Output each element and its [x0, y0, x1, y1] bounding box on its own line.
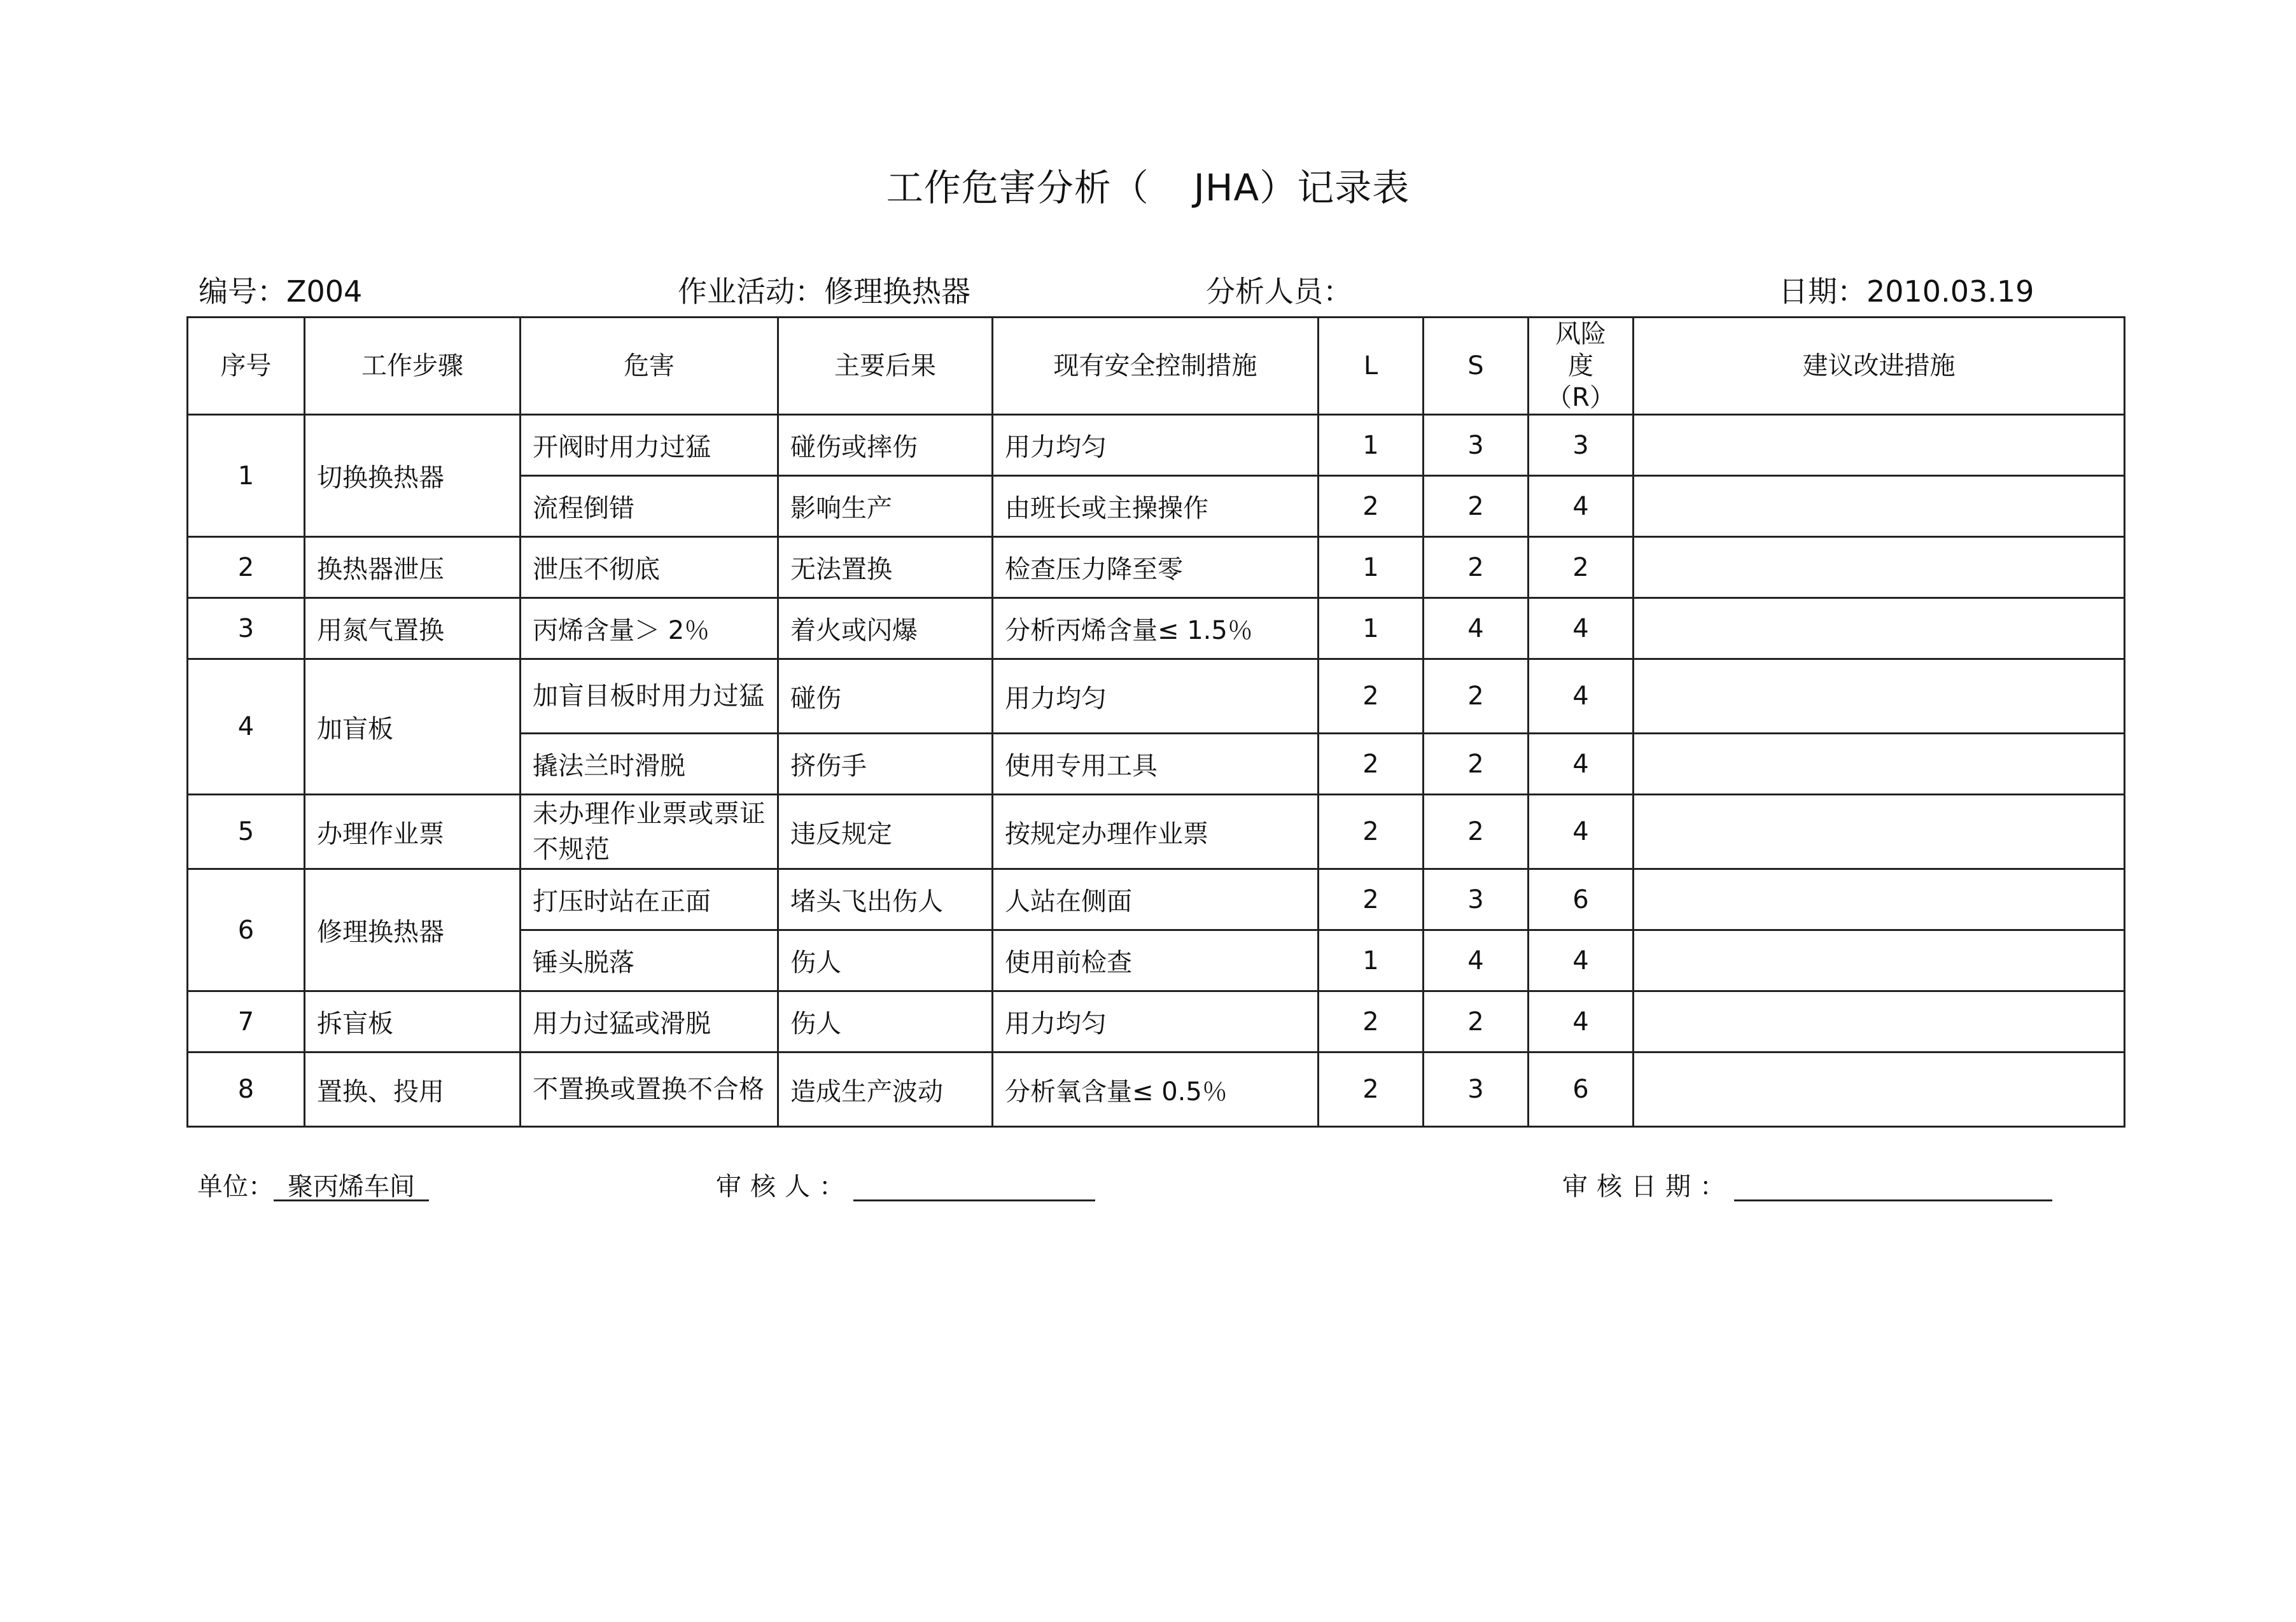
cell-seq: 2	[188, 537, 305, 598]
cell-l: 2	[1319, 476, 1424, 537]
cell-step: 置换、投用	[305, 1052, 521, 1127]
cell-consequence: 堵头飞出伤人	[778, 869, 993, 930]
cell-step: 用氮气置换	[305, 598, 521, 659]
cell-hazard: 锤头脱落	[521, 930, 778, 991]
cell-hazard: 未办理作业票或票证不规范	[521, 795, 778, 869]
cell-consequence: 着火或闪爆	[778, 598, 993, 659]
cell-l: 1	[1319, 598, 1424, 659]
cell-r: 4	[1529, 795, 1634, 869]
cell-s: 3	[1424, 1052, 1529, 1127]
table-row	[188, 795, 2125, 869]
record-number	[199, 272, 362, 311]
cell-s: 2	[1424, 537, 1529, 598]
cell-suggestion	[1634, 991, 2125, 1052]
header-risk-line2: 度（R）	[1546, 351, 1615, 412]
cell-hazard: 流程倒错	[521, 476, 778, 537]
cell-suggestion	[1634, 930, 2125, 991]
cell-suggestion	[1634, 598, 2125, 659]
cell-hazard: 打压时站在正面	[521, 869, 778, 930]
cell-consequence: 挤伤手	[778, 734, 993, 795]
cell-r: 4	[1529, 476, 1634, 537]
cell-l: 2	[1319, 734, 1424, 795]
header-control: 现有安全控制措施	[993, 318, 1319, 415]
record-number-label: 编号：	[199, 274, 286, 309]
cell-l: 1	[1319, 537, 1424, 598]
cell-seq: 8	[188, 1052, 305, 1127]
cell-s: 2	[1424, 991, 1529, 1052]
work-activity	[678, 272, 970, 311]
cell-s: 2	[1424, 476, 1529, 537]
cell-step: 修理换热器	[305, 869, 521, 991]
cell-seq: 3	[188, 598, 305, 659]
cell-r: 4	[1529, 598, 1634, 659]
cell-consequence: 无法置换	[778, 537, 993, 598]
header-suggestion: 建议改进措施	[1634, 318, 2125, 415]
cell-step: 办理作业票	[305, 795, 521, 869]
cell-l: 2	[1319, 795, 1424, 869]
table-row	[188, 1052, 2125, 1127]
cell-suggestion	[1634, 869, 2125, 930]
unit-value: 聚丙烯车间	[274, 1168, 429, 1201]
title-prefix: 工作危害分析（	[886, 166, 1149, 209]
page-title	[0, 162, 2296, 213]
analyst	[1206, 272, 1352, 311]
reviewer-value	[853, 1168, 1095, 1201]
cell-consequence: 造成生产波动	[778, 1052, 993, 1127]
cell-r: 3	[1529, 415, 1634, 476]
cell-l: 1	[1319, 415, 1424, 476]
cell-seq: 6	[188, 869, 305, 991]
cell-suggestion	[1634, 659, 2125, 734]
cell-control: 使用前检查	[993, 930, 1319, 991]
header-hazard: 危害	[521, 318, 778, 415]
cell-seq: 1	[188, 415, 305, 537]
work-activity-value: 修理换热器	[824, 274, 970, 309]
cell-control: 用力均匀	[993, 991, 1319, 1052]
cell-control: 分析丙烯含量≤ 1.5％	[993, 598, 1319, 659]
cell-l: 2	[1319, 659, 1424, 734]
record-date-value: 2010.03.19	[1866, 274, 2034, 309]
cell-suggestion	[1634, 1052, 2125, 1127]
cell-r: 4	[1529, 659, 1634, 734]
reviewer-label: 审核人：	[716, 1172, 853, 1201]
cell-step: 切换换热器	[305, 415, 521, 537]
header-risk-line1: 风险	[1555, 319, 1606, 349]
cell-seq: 5	[188, 795, 305, 869]
review-date-value	[1734, 1168, 2052, 1201]
table-row	[188, 415, 2125, 476]
record-number-value: Z004	[286, 274, 363, 309]
header-consequence: 主要后果	[778, 318, 993, 415]
table-row	[188, 598, 2125, 659]
cell-control: 按规定办理作业票	[993, 795, 1319, 869]
cell-s: 2	[1424, 795, 1529, 869]
cell-r: 6	[1529, 869, 1634, 930]
cell-hazard: 加盲目板时用力过猛	[521, 659, 778, 734]
cell-suggestion	[1634, 537, 2125, 598]
cell-seq: 4	[188, 659, 305, 795]
cell-hazard: 开阀时用力过猛	[521, 415, 778, 476]
cell-l: 2	[1319, 991, 1424, 1052]
cell-suggestion	[1634, 734, 2125, 795]
header-l: L	[1319, 318, 1424, 415]
cell-s: 3	[1424, 869, 1529, 930]
cell-suggestion	[1634, 415, 2125, 476]
jha-table	[186, 316, 2125, 1128]
cell-consequence: 伤人	[778, 991, 993, 1052]
header-step: 工作步骤	[305, 318, 521, 415]
table-row	[188, 991, 2125, 1052]
title-suffix: JHA）记录表	[1193, 166, 1410, 209]
cell-l: 1	[1319, 930, 1424, 991]
cell-control: 用力均匀	[993, 415, 1319, 476]
cell-control: 用力均匀	[993, 659, 1319, 734]
header-risk	[1529, 318, 1634, 415]
cell-s: 4	[1424, 598, 1529, 659]
header-s: S	[1424, 318, 1529, 415]
cell-r: 4	[1529, 930, 1634, 991]
header-seq: 序号	[188, 318, 305, 415]
cell-s: 3	[1424, 415, 1529, 476]
cell-seq: 7	[188, 991, 305, 1052]
cell-step: 加盲板	[305, 659, 521, 795]
cell-consequence: 影响生产	[778, 476, 993, 537]
footer-review-date	[1562, 1168, 2052, 1206]
table-row	[188, 869, 2125, 930]
cell-control: 分析氧含量≤ 0.5％	[993, 1052, 1319, 1127]
cell-consequence: 违反规定	[778, 795, 993, 869]
unit-label: 单位：	[197, 1172, 274, 1201]
cell-r: 6	[1529, 1052, 1634, 1127]
analyst-label: 分析人员：	[1206, 274, 1352, 309]
cell-consequence: 碰伤或摔伤	[778, 415, 993, 476]
cell-r: 4	[1529, 734, 1634, 795]
cell-suggestion	[1634, 476, 2125, 537]
table-row	[188, 537, 2125, 598]
cell-hazard: 不置换或置换不合格	[521, 1052, 778, 1127]
cell-step: 拆盲板	[305, 991, 521, 1052]
cell-consequence: 伤人	[778, 930, 993, 991]
cell-hazard: 用力过猛或滑脱	[521, 991, 778, 1052]
cell-s: 2	[1424, 659, 1529, 734]
work-activity-label: 作业活动：	[678, 274, 824, 309]
cell-control: 由班长或主操操作	[993, 476, 1319, 537]
table-row	[188, 659, 2125, 734]
review-date-label: 审核日期：	[1562, 1172, 1734, 1201]
cell-control: 使用专用工具	[993, 734, 1319, 795]
cell-consequence: 碰伤	[778, 659, 993, 734]
cell-hazard: 泄压不彻底	[521, 537, 778, 598]
record-date-label: 日期：	[1779, 274, 1866, 309]
cell-s: 4	[1424, 930, 1529, 991]
cell-l: 2	[1319, 869, 1424, 930]
footer-reviewer	[716, 1168, 1095, 1206]
cell-control: 人站在侧面	[993, 869, 1319, 930]
cell-step: 换热器泄压	[305, 537, 521, 598]
footer-unit	[197, 1168, 429, 1206]
cell-l: 2	[1319, 1052, 1424, 1127]
cell-r: 4	[1529, 991, 1634, 1052]
cell-hazard: 丙烯含量＞ 2％	[521, 598, 778, 659]
table-header-row	[188, 318, 2125, 415]
cell-s: 2	[1424, 734, 1529, 795]
cell-suggestion	[1634, 795, 2125, 869]
record-date	[1779, 272, 2034, 311]
cell-hazard: 撬法兰时滑脱	[521, 734, 778, 795]
cell-control: 检查压力降至零	[993, 537, 1319, 598]
cell-r: 2	[1529, 537, 1634, 598]
